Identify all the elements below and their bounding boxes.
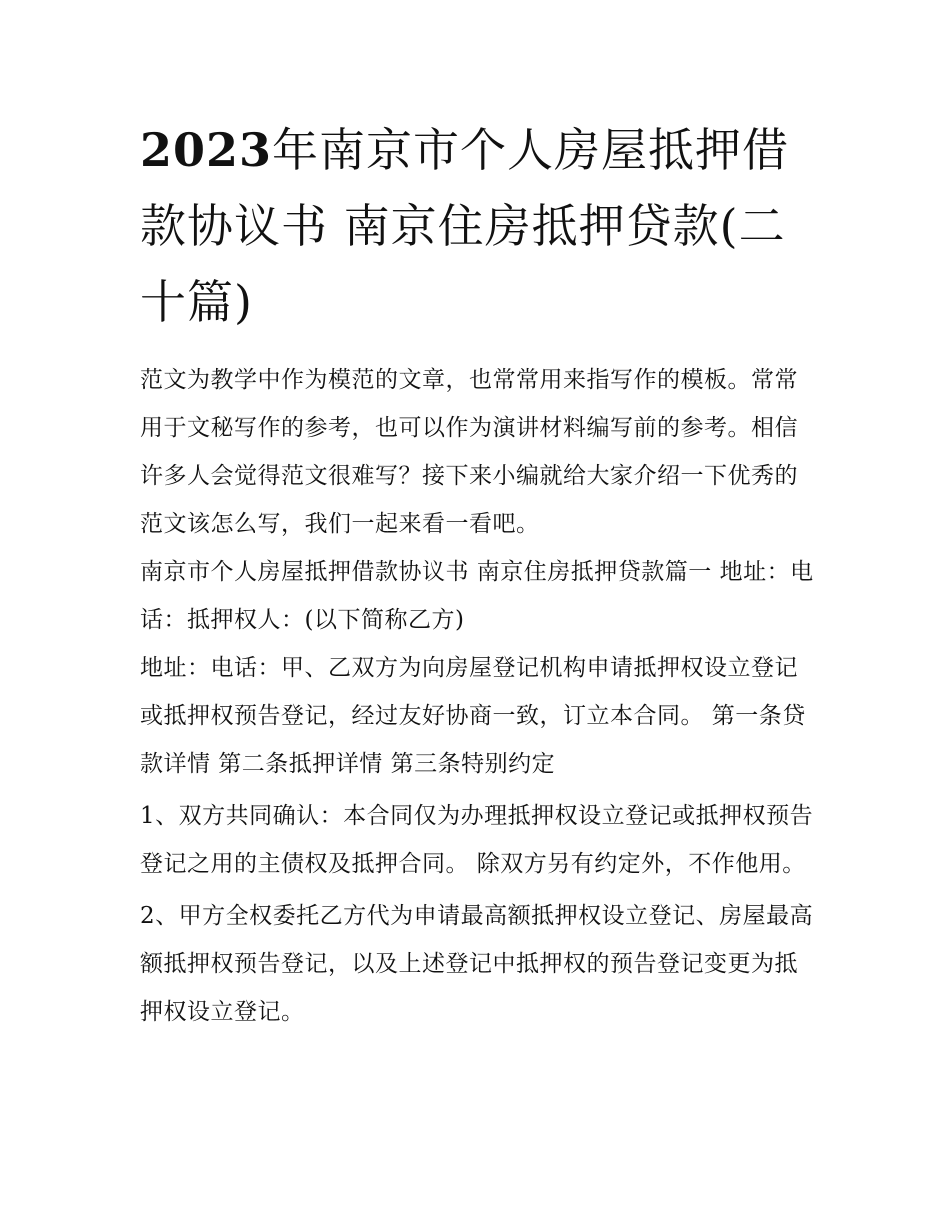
paragraph-clause-2: 2、甲方全权委托乙方代为申请最高额抵押权设立登记、房屋最高额抵押权预告登记，以及上述登记中抵押权的预告登记变更为抵押权设立登记。 — [140, 903, 814, 1025]
title-year: 2023 — [140, 123, 273, 177]
document-body — [140, 356, 820, 1036]
paragraph-agreement: 地址：电话：甲、乙双方为向房屋登记机构申请抵押权设立登记或抵押权预告登记，经过友好协商一致，订立本合同。 第一条贷款详情 第二条抵押详情 第三条特别约定 — [140, 655, 806, 777]
document-title — [140, 112, 820, 340]
paragraph-clause-1: 1、双方共同确认：本合同仅为办理抵押权设立登记或抵押权预告登记之用的主债权及抵押合同。 除双方另有约定外，不作他用。 — [140, 803, 814, 877]
paragraph-intro: 范文为教学中作为模范的文章，也常常用来指写作的模板。常常用于文秘写作的参考，也可以作为演讲材料编写前的参考。相信许多人会觉得范文很难写？接下来小编就给大家介绍一下优秀的范文该怎么写，我们一起来看一看吧。 — [140, 367, 798, 537]
paragraph-heading-address: 南京市个人房屋抵押借款协议书 南京住房抵押贷款篇一 地址：电话：抵押权人：(以下简称乙方) — [140, 559, 814, 633]
title-text: 年南京市个人房屋抵押借款协议书 南京住房抵押贷款(二十篇) — [140, 123, 790, 329]
